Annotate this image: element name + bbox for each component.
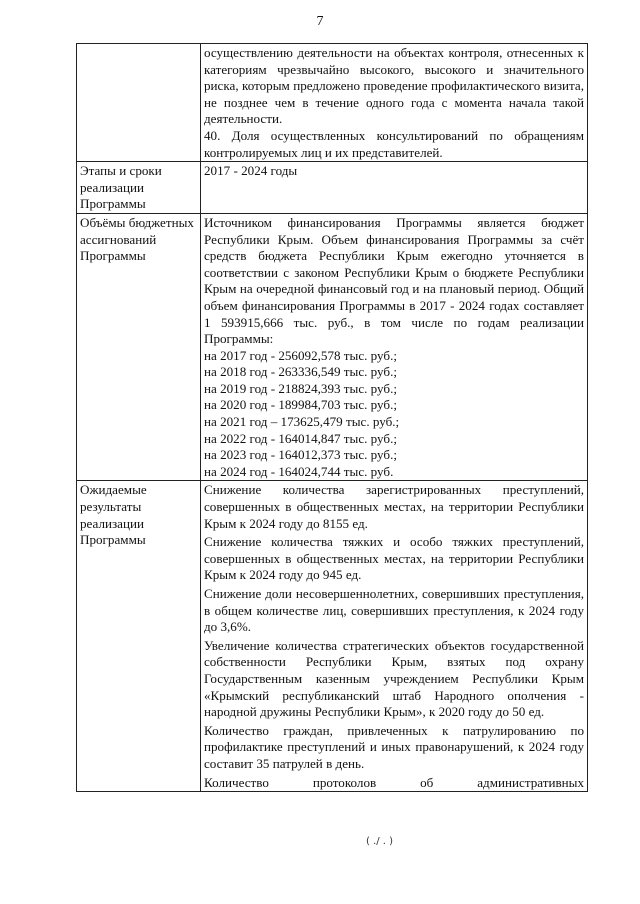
table-row-continuation — [77, 44, 588, 162]
handwritten-mark: ( ./ . ) — [366, 836, 394, 847]
budget-year-2022: на 2022 год - 164014,847 тыс. руб.; — [204, 430, 398, 446]
budget-year-2017: на 2017 год - 256092,578 тыс. руб.; — [204, 347, 398, 363]
budget-cell — [201, 213, 588, 481]
stages-label: Этапы и сроки реализации Программы — [77, 162, 201, 214]
page-number: 7 — [316, 14, 324, 29]
budget-year-2020: на 2020 год - 189984,703 тыс. руб.; — [204, 397, 398, 413]
program-passport-table — [76, 43, 588, 792]
budget-year-2023: на 2023 год - 164012,373 тыс. руб.; — [204, 447, 398, 463]
indicator-40-paragraph: 40. Доля осуществленных консультирований по обращениям контролируемых лиц и их представителей. — [204, 127, 584, 160]
result-minors-share: Снижение доли несовершеннолетних, совершивших преступления, в общем количестве лиц, совершивших преступления, к 2024 году до 3,6%. — [204, 586, 584, 635]
continuation-paragraph: осуществлению деятельности на объектах контроля, отнесенных к категориям чрезвычайно высокого, высокого и значительного риска, которым предложено проведение профилактического визита, не позднее чем в течение одного года с момента начала такой деятельности. — [204, 45, 584, 127]
continuation-cell — [201, 44, 588, 162]
table-row-budget — [77, 213, 588, 481]
results-cell — [201, 481, 588, 792]
result-patrols: Количество граждан, привлеченных к патрулированию по профилактике преступлений и иных правонарушений, к 2024 году составит 35 патрулей в день. — [204, 722, 584, 771]
result-strategic-objects: Увеличение количества стратегических объектов государственной собственности Республики Крым, взятых под охрану Государственным казенным учреждением Республики Крым «Крымский республиканский штаб Народного ополчения - народной дружины Республики Крым», к 2020 году до 50 ед. — [204, 637, 584, 720]
budget-year-2024: на 2024 год - 164024,744 тыс. руб. — [204, 463, 394, 479]
budget-year-2021: на 2021 год – 173625,479 тыс. руб.; — [204, 414, 400, 430]
table-row-results — [77, 481, 588, 792]
label-cell-empty — [77, 44, 201, 162]
budget-year-2018: на 2018 год - 263336,549 тыс. руб.; — [204, 364, 398, 380]
table-row-stages — [77, 162, 588, 214]
budget-year-2019: на 2019 год - 218824,393 тыс. руб.; — [204, 380, 398, 396]
result-protocols: Количество протоколов об административных — [204, 774, 584, 790]
stages-value: 2017 - 2024 годы — [201, 162, 588, 214]
result-grave-crimes: Снижение количества тяжких и особо тяжких преступлений, совершенных в общественных местах, на территории Республики Крым к 2024 году до 945 ед. — [204, 534, 584, 583]
result-crimes-public-places: Снижение количества зарегистрированных преступлений, совершенных в общественных местах, на территории Республики Крым к 2024 году до 8155 ед. — [204, 482, 584, 531]
budget-label: Объёмы бюджетных ассигнований Программы — [77, 213, 201, 481]
results-label: Ожидаемые результаты реализации Программы — [77, 481, 201, 792]
budget-intro: Источником финансирования Программы является бюджет Республики Крым. Объем финансирования Программы за счёт средств бюджета Республики Крым ежегодно уточняется в соответствии с законом Республики Крым о бюджете Республики Крым на очередной финансовый год и на плановый период. Общий объем финансирования Программы в 2017 - 2024 годах составляет 1 593915,666 тыс. руб., в том числе по годам реализации Программы: — [204, 214, 584, 347]
